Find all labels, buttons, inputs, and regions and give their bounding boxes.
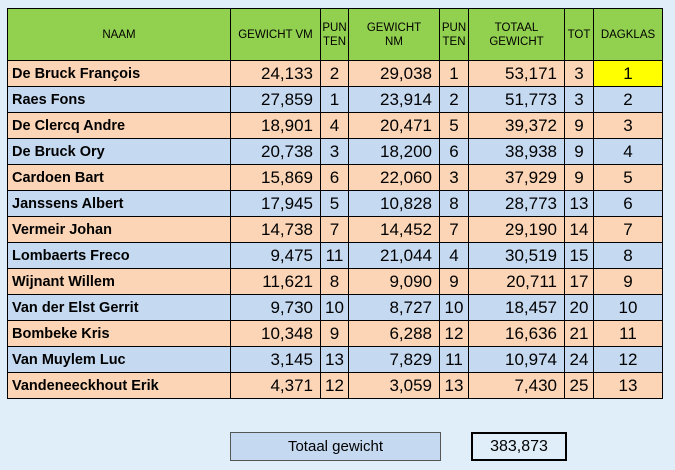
cell-punten-vm: 13: [321, 347, 349, 373]
table-body: [8, 61, 663, 399]
cell-punten-vm: 9: [321, 321, 349, 347]
header-row: [8, 9, 663, 61]
cell-punten-vm: 8: [321, 269, 349, 295]
cell-tot: 17: [565, 269, 594, 295]
cell-tot: 14: [565, 217, 594, 243]
cell-dagklas: 2: [594, 87, 663, 113]
cell-gewicht-nm: 22,060: [349, 165, 440, 191]
cell-tot: 3: [565, 87, 594, 113]
cell-punten-nm: 11: [440, 347, 469, 373]
cell-punten-vm: 7: [321, 217, 349, 243]
cell-gewicht-vm: 10,348: [231, 321, 321, 347]
cell-totaal-gewicht: 16,636: [469, 321, 565, 347]
total-weight-value: 383,873: [471, 432, 567, 461]
cell-naam: De Bruck François: [8, 61, 231, 87]
cell-dagklas: 7: [594, 217, 663, 243]
header-totaal-line2: GEWICHT: [489, 35, 544, 48]
cell-totaal-gewicht: 38,938: [469, 139, 565, 165]
cell-gewicht-vm: 14,738: [231, 217, 321, 243]
cell-gewicht-nm: 23,914: [349, 87, 440, 113]
header-punten-vm-line1: PUN: [322, 21, 347, 34]
cell-gewicht-nm: 18,200: [349, 139, 440, 165]
header-gewicht-nm: [349, 9, 440, 61]
table-row: [8, 243, 663, 269]
table-row: [8, 321, 663, 347]
cell-gewicht-vm: 15,869: [231, 165, 321, 191]
cell-tot: 13: [565, 191, 594, 217]
cell-totaal-gewicht: 20,711: [469, 269, 565, 295]
cell-punten-nm: 7: [440, 217, 469, 243]
header-punten-vm: [321, 9, 349, 61]
header-punten-vm-line2: TEN: [323, 35, 346, 48]
total-weight-label: Totaal gewicht: [230, 432, 441, 461]
cell-punten-nm: 9: [440, 269, 469, 295]
cell-gewicht-vm: 9,730: [231, 295, 321, 321]
cell-punten-nm: 2: [440, 87, 469, 113]
cell-punten-nm: 1: [440, 61, 469, 87]
cell-tot: 15: [565, 243, 594, 269]
cell-tot: 9: [565, 139, 594, 165]
cell-punten-vm: 4: [321, 113, 349, 139]
cell-dagklas: 3: [594, 113, 663, 139]
cell-totaal-gewicht: 7,430: [469, 373, 565, 399]
table-row: [8, 139, 663, 165]
table-row: [8, 61, 663, 87]
cell-gewicht-vm: 24,133: [231, 61, 321, 87]
cell-totaal-gewicht: 28,773: [469, 191, 565, 217]
cell-naam: Vermeir Johan: [8, 217, 231, 243]
cell-dagklas: 11: [594, 321, 663, 347]
cell-totaal-gewicht: 10,974: [469, 347, 565, 373]
cell-naam: Cardoen Bart: [8, 165, 231, 191]
header-naam: NAAM: [8, 9, 231, 61]
cell-tot: 20: [565, 295, 594, 321]
cell-naam: Vandeneeckhout Erik: [8, 373, 231, 399]
cell-naam: Raes Fons: [8, 87, 231, 113]
cell-punten-vm: 2: [321, 61, 349, 87]
header-totaal-gewicht: [469, 9, 565, 61]
cell-totaal-gewicht: 53,171: [469, 61, 565, 87]
cell-punten-vm: 1: [321, 87, 349, 113]
cell-tot: 21: [565, 321, 594, 347]
cell-punten-vm: 5: [321, 191, 349, 217]
cell-naam: Van Muylem Luc: [8, 347, 231, 373]
cell-punten-nm: 3: [440, 165, 469, 191]
table-row: [8, 217, 663, 243]
cell-gewicht-vm: 17,945: [231, 191, 321, 217]
cell-naam: Lombaerts Freco: [8, 243, 231, 269]
header-totaal-line1: TOTAAL: [494, 21, 539, 34]
cell-gewicht-vm: 11,621: [231, 269, 321, 295]
cell-dagklas: 6: [594, 191, 663, 217]
cell-totaal-gewicht: 29,190: [469, 217, 565, 243]
table-row: [8, 373, 663, 399]
cell-gewicht-vm: 9,475: [231, 243, 321, 269]
cell-dagklas: 12: [594, 347, 663, 373]
cell-punten-nm: 13: [440, 373, 469, 399]
cell-totaal-gewicht: 51,773: [469, 87, 565, 113]
table-row: [8, 295, 663, 321]
cell-dagklas: 13: [594, 373, 663, 399]
cell-gewicht-nm: 8,727: [349, 295, 440, 321]
header-punten-nm-line2: TEN: [442, 35, 466, 48]
cell-punten-vm: 3: [321, 139, 349, 165]
cell-dagklas: 10: [594, 295, 663, 321]
cell-gewicht-vm: 20,738: [231, 139, 321, 165]
cell-punten-vm: 6: [321, 165, 349, 191]
cell-gewicht-nm: 10,828: [349, 191, 440, 217]
cell-totaal-gewicht: 39,372: [469, 113, 565, 139]
cell-tot: 24: [565, 347, 594, 373]
table-row: [8, 113, 663, 139]
cell-naam: De Bruck Ory: [8, 139, 231, 165]
cell-dagklas: 4: [594, 139, 663, 165]
cell-gewicht-vm: 27,859: [231, 87, 321, 113]
cell-gewicht-nm: 3,059: [349, 373, 440, 399]
cell-gewicht-nm: 9,090: [349, 269, 440, 295]
cell-naam: Van der Elst Gerrit: [8, 295, 231, 321]
cell-tot: 9: [565, 165, 594, 191]
table-row: [8, 347, 663, 373]
cell-dagklas: 9: [594, 269, 663, 295]
header-gewicht-nm-line1: GEWICHT: [366, 21, 422, 34]
cell-punten-vm: 10: [321, 295, 349, 321]
cell-punten-nm: 5: [440, 113, 469, 139]
cell-totaal-gewicht: 18,457: [469, 295, 565, 321]
header-dagklas: DAGKLAS: [594, 9, 663, 61]
header-punten-nm: [440, 9, 469, 61]
cell-gewicht-nm: 21,044: [349, 243, 440, 269]
header-tot: TOT: [565, 9, 594, 61]
cell-dagklas: 8: [594, 243, 663, 269]
cell-totaal-gewicht: 30,519: [469, 243, 565, 269]
cell-punten-vm: 12: [321, 373, 349, 399]
header-gewicht-nm-line2: NM: [385, 35, 403, 48]
table-row: [8, 87, 663, 113]
cell-gewicht-vm: 18,901: [231, 113, 321, 139]
cell-punten-nm: 4: [440, 243, 469, 269]
cell-dagklas: 1: [594, 61, 663, 87]
table-row: [8, 165, 663, 191]
cell-gewicht-vm: 4,371: [231, 373, 321, 399]
cell-punten-nm: 10: [440, 295, 469, 321]
cell-punten-nm: 12: [440, 321, 469, 347]
cell-gewicht-vm: 3,145: [231, 347, 321, 373]
cell-naam: Bombeke Kris: [8, 321, 231, 347]
cell-naam: Wijnant Willem: [8, 269, 231, 295]
cell-tot: 25: [565, 373, 594, 399]
cell-gewicht-nm: 7,829: [349, 347, 440, 373]
cell-gewicht-nm: 14,452: [349, 217, 440, 243]
table-row: [8, 191, 663, 217]
cell-naam: Janssens Albert: [8, 191, 231, 217]
cell-naam: De Clercq Andre: [8, 113, 231, 139]
cell-punten-nm: 6: [440, 139, 469, 165]
table-row: [8, 269, 663, 295]
cell-totaal-gewicht: 37,929: [469, 165, 565, 191]
cell-tot: 9: [565, 113, 594, 139]
cell-gewicht-nm: 6,288: [349, 321, 440, 347]
header-punten-nm-line1: PUN: [441, 21, 467, 34]
cell-tot: 3: [565, 61, 594, 87]
header-gewicht-vm: GEWICHT VM: [231, 9, 321, 61]
cell-dagklas: 5: [594, 165, 663, 191]
cell-gewicht-nm: 29,038: [349, 61, 440, 87]
cell-punten-nm: 8: [440, 191, 469, 217]
cell-punten-vm: 11: [321, 243, 349, 269]
cell-gewicht-nm: 20,471: [349, 113, 440, 139]
results-table: [7, 8, 663, 399]
